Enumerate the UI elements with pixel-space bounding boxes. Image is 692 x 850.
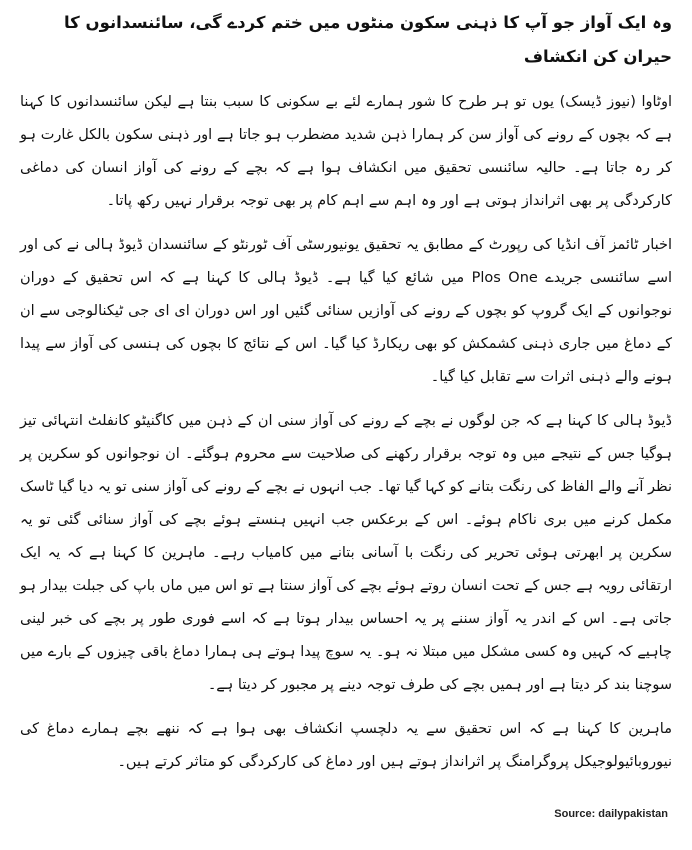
article-headline: وہ ایک آواز جو آپ کا ذہنی سکون منٹوں میں ختم کردے گی، سائنسدانوں کا حیران کن انکشاف [63,13,672,66]
article-paragraph: اوٹاوا (نیوز ڈیسک) یوں تو ہر طرح کا شور ہمارے لئے بے سکونی کا سبب بنتا ہے لیکن سائنسدانوں کا کہنا ہے کہ بچوں کے رونے کی آواز سن کر ہمارا ذہن شدید مضطرب ہو جاتا ہے اور ذہنی سکون بالکل غارت ہو کر رہ جاتا ہے۔ حالیہ سائنسی تحقیق میں انکشاف ہوا ہے کہ بچے کے رونے کی آواز انسان کی دماغی کارکردگی پر بھی اثرانداز ہوتی ہے اور وہ اہم سے اہم کام پر بھی توجہ برقرار نہیں رکھ پاتا۔ [20,94,672,209]
article-paragraph: ڈیوڈ ہالی کا کہنا ہے کہ جن لوگوں نے بچے کے رونے کی آواز سنی ان کے ذہن میں کاگنیٹو کانفلٹ انتہائی تیز ہوگیا جس کے نتیجے میں وہ توجہ برقرار رکھنے کی صلاحیت سے محروم ہوگئے۔ ان نوجوانوں کو سکرین پر نظر آنے والے الفاظ کی رنگت بتانے کو کہا گیا تھا۔ جب انہوں نے بچے کے رونے کی آواز سنی تو یہ دیا گیا ٹاسک مکمل کرنے میں بری ناکام ہوئے۔ اس کے برعکس جب انہیں ہنستے ہوئے بچے کی آواز سنائی گئی تو یہ سکرین پر ابھرتی ہوئی تحریر کی رنگت با آسانی بتانے میں کامیاب رہے۔ ماہرین کا کہنا ہے کہ یہ ایک ارتقائی رویہ ہے جس کے تحت انسان روتے ہوئے بچے کی آواز سنتا ہے تو اس میں ماں باپ کی جبلت بیدار ہو جاتی ہے۔ اس کے اندر یہ آواز سننے پر یہ احساس بیدار ہوتا ہے کہ اسے فوری طور پر بچے کی خبر لینی چاہیے کہ کہیں وہ کسی مشکل میں مبتلا نہ ہو۔ یہ سوچ پیدا ہوتے ہی ہمارا دماغ باقی چیزوں کے بارے میں سوچنا بند کر دیتا ہے اور ہمیں بچے کی طرف توجہ دینے پر مجبور کر دیتا ہے۔ [19,413,672,693]
article-paragraph: اخبار ٹائمز آف انڈیا کی رپورٹ کے مطابق یہ تحقیق یونیورسٹی آف ٹورنٹو کے سائنسدان ڈیوڈ ہالی نے کی اور اسے سائنسی جریدے Plos One میں شائع کیا گیا ہے۔ ڈیوڈ ہالی کا کہنا ہے کہ اس تحقیق کے دوران نوجوانوں کے ایک گروپ کو بچوں کے رونے کی آوازیں سنائی گئیں اور اس دوران ای ای جی ٹیکنالوجی سے ان کے دماغ میں جاری ذہنی کشمکش کو بھی ریکارڈ کیا گیا۔ اس کے نتائج کا بچوں کی ہنسی کی آواز سے پیدا ہونے والے ذہنی اثرات سے تقابل کیا گیا۔ [20,237,673,385]
article-body [20,6,672,790]
source-credit: Source: dailypakistan [554,808,668,820]
article-paragraph: ماہرین کا کہنا ہے کہ اس تحقیق سے یہ دلچسپ انکشاف بھی ہوا ہے کہ ننھے بچے ہمارے دماغ کی نیوروبائیولوجیکل پروگرامنگ پر اثرانداز ہوتے ہیں اور دماغ کی کارکردگی کو متاثر کرتے ہیں۔ [20,721,672,770]
